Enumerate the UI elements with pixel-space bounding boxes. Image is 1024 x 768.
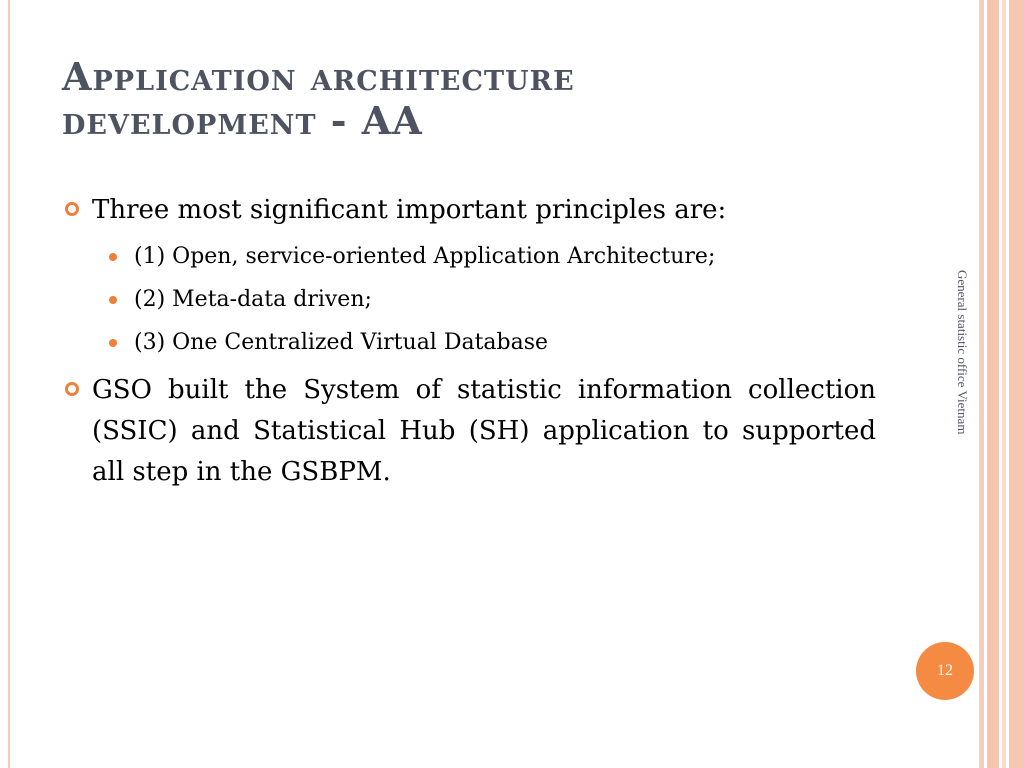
sub-bullet-item xyxy=(62,278,876,321)
right-stripe xyxy=(979,0,984,768)
slide-body xyxy=(62,190,876,493)
sub-bullet-text: (3) One Centralized Virtual Database xyxy=(134,330,549,355)
bullet-principles xyxy=(62,190,876,231)
dot-bullet-icon xyxy=(109,253,117,261)
right-stripe xyxy=(1009,0,1024,768)
slide-title-line-2: development - AA xyxy=(62,98,423,143)
sub-bullet-text: (2) Meta-data driven; xyxy=(134,287,372,312)
dot-bullet-icon xyxy=(109,296,117,304)
sub-bullet-list xyxy=(62,235,876,364)
slide-title-line-1: Application architecture xyxy=(62,54,575,99)
bullet-gso xyxy=(62,370,876,493)
sub-bullet-item xyxy=(62,235,876,278)
ring-bullet-icon xyxy=(65,202,79,216)
dot-bullet-icon xyxy=(109,339,117,347)
left-border-line xyxy=(8,0,10,768)
slide-title xyxy=(62,55,882,143)
bullet-text: Three most significant important principles are: xyxy=(92,195,727,225)
sub-bullet-item xyxy=(62,321,876,364)
bullet-text: GSO built the System of statistic information collection (SSIC) and Statistical Hub (SH) application to supported all step in the GSBPM. xyxy=(92,375,876,487)
side-footer-text: General statistic office Vietnam xyxy=(955,270,970,435)
right-stripe xyxy=(1002,0,1006,768)
right-stripe xyxy=(987,0,999,768)
sub-bullet-text: (1) Open, service-oriented Application Architecture; xyxy=(134,244,716,269)
ring-bullet-icon xyxy=(65,382,79,396)
page-number-badge: 12 xyxy=(916,642,974,700)
